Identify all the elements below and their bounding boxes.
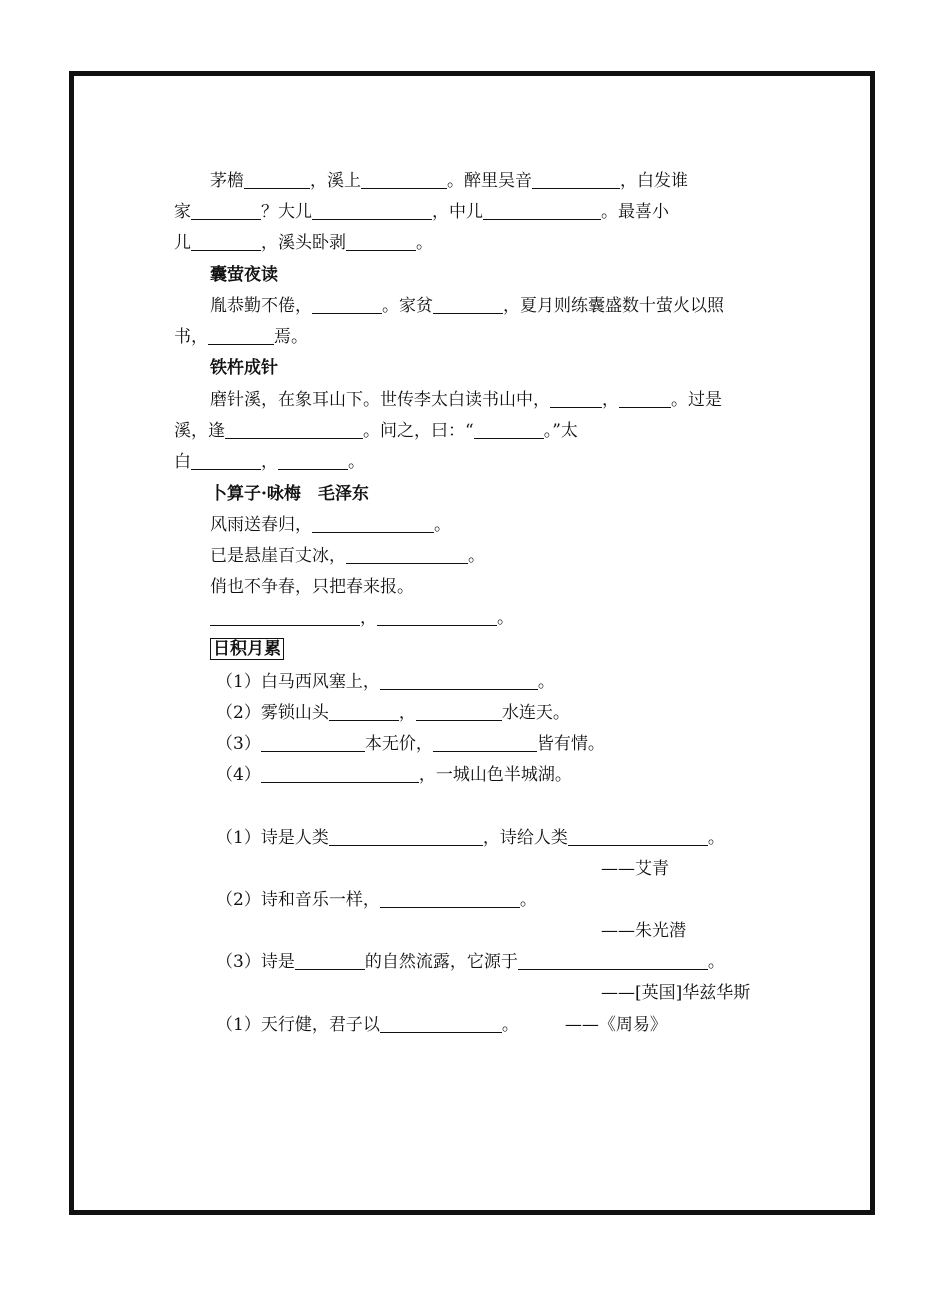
text: 皆有情。 [536, 734, 605, 754]
text-line-4 [210, 295, 724, 317]
blank-input[interactable] [278, 452, 348, 470]
poem-line-9 [210, 514, 451, 536]
text: 书， [174, 327, 208, 347]
text: 的自然流露，它源于 [364, 952, 518, 972]
text: 磨针溪，在象耳山下。世传李太白读书山中， [210, 390, 550, 410]
blank-input[interactable] [380, 672, 538, 690]
blank-input[interactable] [225, 421, 363, 439]
text: （3） [216, 734, 261, 754]
text: 焉。 [274, 327, 308, 347]
text-line-5 [174, 326, 308, 348]
blank-input[interactable] [244, 171, 310, 189]
blank-input[interactable] [312, 515, 434, 533]
source-zhouyi: ——《周易》 [564, 1015, 667, 1035]
text: （3）诗是 [216, 952, 295, 972]
text: （2）诗和音乐一样， [216, 890, 380, 910]
blank-input[interactable] [329, 703, 399, 721]
text: ， [602, 390, 619, 410]
blank-input[interactable] [191, 452, 261, 470]
item-line-16 [216, 764, 572, 786]
blank-input[interactable] [208, 327, 274, 345]
text: 。过是 [671, 390, 722, 410]
text: 。家贫 [382, 296, 433, 316]
text: 溪，逢 [174, 421, 225, 441]
text: ，溪头卧剥 [261, 233, 346, 253]
blank-input[interactable] [261, 734, 365, 752]
text: 风雨送春归， [210, 515, 312, 535]
blank-input[interactable] [312, 296, 382, 314]
text: 茅檐 [210, 171, 244, 191]
text: 已是悬崖百丈冰， [210, 546, 346, 566]
poem-line-10 [210, 545, 485, 567]
blank-input[interactable] [550, 390, 602, 408]
blank-input[interactable] [619, 390, 671, 408]
text: 。 [348, 452, 365, 472]
text: 。醉里吴音 [447, 171, 532, 191]
text: 儿 [174, 233, 191, 253]
poem-line-1 [210, 170, 688, 192]
blank-input[interactable] [261, 765, 419, 783]
text-line-6 [210, 389, 722, 411]
poem-line-3 [174, 232, 433, 254]
text: 水连天。 [501, 703, 570, 723]
text: 。”太 [543, 421, 578, 441]
text: 。 [497, 608, 514, 628]
text: 本无价， [364, 734, 433, 754]
item-line-20 [216, 1014, 667, 1036]
text-line-8 [174, 451, 365, 473]
text: 。 [519, 890, 537, 910]
text: （4） [216, 765, 261, 785]
source-aiqing: ——艾青 [601, 859, 669, 879]
blank-input[interactable] [346, 233, 416, 251]
text: 。 [468, 546, 485, 566]
blank-input[interactable] [380, 890, 520, 908]
text: ，一城山色半城湖。 [418, 765, 572, 785]
text: 。 [416, 233, 433, 253]
cropped-area [100, 1037, 850, 1097]
item-line-18 [216, 889, 537, 911]
section-title-rijiyuelei [210, 638, 284, 660]
text: ，溪上 [310, 171, 361, 191]
item-line-14 [216, 702, 570, 724]
blank-input[interactable] [361, 171, 447, 189]
blank-input[interactable] [474, 421, 544, 439]
blank-input[interactable] [518, 952, 708, 970]
text: 。 [434, 515, 451, 535]
blank-input[interactable] [483, 202, 601, 220]
item-line-17 [216, 827, 725, 849]
blank-input[interactable] [416, 703, 502, 721]
text: ， [398, 703, 416, 723]
text: （2）雾锁山头 [216, 703, 329, 723]
text: 胤恭勤不倦， [210, 296, 312, 316]
blank-input[interactable] [433, 296, 503, 314]
blank-input[interactable] [191, 202, 261, 220]
blank-input[interactable] [380, 1015, 502, 1033]
text: ， [360, 608, 377, 628]
blank-input[interactable] [210, 608, 360, 626]
text: ，中儿 [432, 202, 483, 222]
poem-line-2 [174, 201, 669, 223]
text-line-7 [174, 420, 578, 442]
text: 。问之，曰：“ [363, 421, 474, 441]
section-title-busuanzi: 卜算子·咏梅 毛泽东 [210, 484, 369, 504]
text: ，夏月则练囊盛数十萤火以照 [503, 296, 724, 316]
poem-line-12 [210, 607, 514, 629]
blank-input[interactable] [568, 828, 708, 846]
text: ， [261, 452, 278, 472]
text: （1）天行健，君子以 [216, 1015, 380, 1035]
item-line-15 [216, 733, 605, 755]
text: （1）诗是人类 [216, 828, 329, 848]
blank-input[interactable] [377, 608, 497, 626]
text: （1）白马西风塞上， [216, 672, 380, 692]
blank-input[interactable] [346, 546, 468, 564]
text: 白 [174, 452, 191, 472]
blank-input[interactable] [295, 952, 365, 970]
text: ，诗给人类 [482, 828, 568, 848]
blank-input[interactable] [191, 233, 261, 251]
item-line-13 [216, 671, 555, 693]
blank-input[interactable] [312, 202, 432, 220]
section-title-tiechu: 铁杵成针 [210, 358, 278, 378]
blank-input[interactable] [329, 828, 483, 846]
text: 家 [174, 202, 191, 222]
section-title-nangying: 囊萤夜读 [210, 265, 278, 285]
boxed-title: 日积月累 [210, 638, 284, 660]
text: ，白发谁 [620, 171, 688, 191]
text: 。 [707, 828, 725, 848]
text: 。 [537, 672, 555, 692]
text: ？大儿 [261, 202, 312, 222]
source-wordsworth: ——[英国]华兹华斯 [601, 983, 751, 1003]
text: 。最喜小 [601, 202, 669, 222]
source-zhuguangqian: ——朱光潜 [601, 921, 686, 941]
poem-line-11: 俏也不争春，只把春来报。 [210, 577, 414, 597]
blank-input[interactable] [532, 171, 620, 189]
blank-input[interactable] [433, 734, 537, 752]
text: 。 [501, 1015, 519, 1035]
text: 。 [707, 952, 725, 972]
item-line-19 [216, 951, 725, 973]
